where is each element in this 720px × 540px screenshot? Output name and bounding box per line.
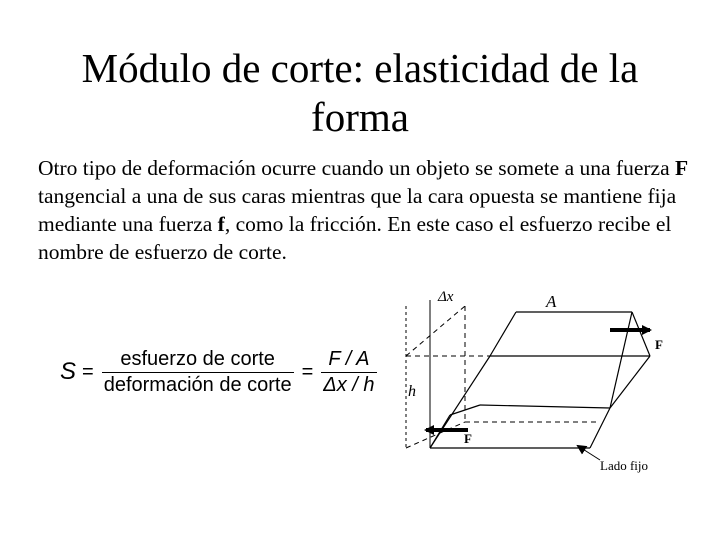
shear-modulus-formula [60,342,383,402]
label-height: h [408,383,416,400]
formula-numerator-words: esfuerzo de corte [120,347,275,370]
formula-fraction-symbols [321,348,376,397]
label-force-bottom: F [464,431,472,446]
force-F-bold: F [675,156,689,180]
label-fixed-side: Lado fijo [600,458,649,473]
sheared-block-outline [430,312,650,448]
slide-title: Módulo de corte: elasticidad de la forma [81,45,639,140]
force-f-bold: f [217,212,225,236]
label-dx: Δx [438,289,454,305]
formula-lhs: S [60,358,77,385]
formula-equals-1: = [82,360,94,383]
paragraph-text-3: , como la fricción. En este caso el esfuerzo recibe el nombre de esfuerzo de corte. [38,212,672,264]
paragraph-text-2: tangencial a una de sus caras mientras que la cara opuesta se mantiene fija mediante una fuerza [38,184,677,236]
formula-numerator-symbols: F / A [328,347,370,370]
original-block-outline [406,306,600,448]
formula-denominator-words: deformación de corte [103,373,292,396]
formula-denominator-symbols: Δx / h [323,373,375,396]
formula-fraction-words [102,348,294,397]
shear-deformation-diagram [380,280,680,480]
body-paragraph [38,154,698,266]
label-force-top: F [655,337,663,352]
formula-equals-2: = [301,360,314,383]
paragraph-text-1: Otro tipo de deformación ocurre cuando un objeto se somete a una fuerza [38,156,675,180]
label-area: A [546,292,557,311]
